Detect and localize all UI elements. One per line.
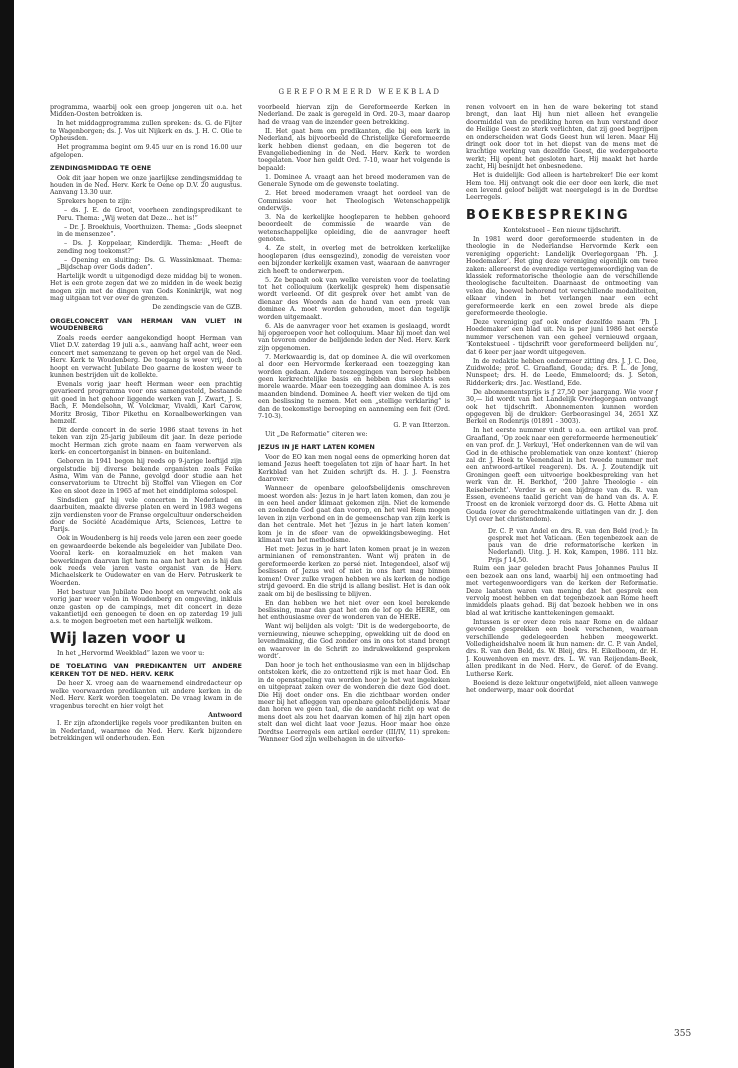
paragraph: renen volvoert en in hen de ware bekering tot stand brengt, dan laat Hij hun niet alleen het evangelie doormiddel van de prediking horen en hun verstand door de Heilige Geest zo sterk verlichten, dat zij goed begrijpen en onderscheiden wat Gods Geest hun wil leren. Maar Hij dringt ook door tot in het diepst van de mens met de krachtige werking van dezelfde Geest, die wedergeboorte werkt; Hij opent het gesloten hart, Hij maakt het harde zacht, Hij besnijdt het onbesnedene. [466, 104, 658, 171]
column-3 [466, 104, 658, 1024]
paragraph: 6. Als de aanvrager voor het examen is geslaagd, wordt hij opgeroepen voor het colloquium. Maar hij moet dan wel van tevoren onder de belijdende leden der Ned. Herv. Kerk zijn opgenomen. [258, 322, 450, 352]
paragraph: 2. Het breed moderamen vraagt het oordeel van de Commissie voor het Theologisch Wetenschappelijk onderwijs. [258, 190, 450, 213]
paragraph: Ook in Woudenberg is hij reeds vele jaren een zeer goede en gewaardeerde bekende als begeleider van Jubilate Deo. Vooral kerk- en koraalmuziek en het maken van bewerkingen daarvan ligt hem na aan het hart en is hij dan ook reeds vele jaren vaste organist van de Herv. Michaelskerk te Oudewater en van de Herv. Petruskerk te Woerden. [50, 535, 242, 587]
paragraph: En dan hebben we het niet over een koel berekende beslissing, maar dan gaat het om de lof op de HERE, om het enthousiasme over de wonderen van de HERE. [258, 599, 450, 622]
running-head: GEREFORMEERD WEEKBLAD [278, 88, 442, 96]
paragraph: Evenals vorig jaar heeft Herman weer een prachtig gevarieerd programma voor ons samengesteld, bestaande uit goed in het gehoor liggende werken van J. Zwart, J. S. Bach, F. Mendelsohn, W. Volckmar, Vivaldi, Karl Carow, Moritz Brosig, Tibor Pikethu en Koraalbewerkingen van hemzelf. [50, 380, 242, 425]
paragraph: 5. Ze bepaalt ook van welke vereisten voor de toelating tot het colloquium (kerkelijk gesprek) hem dispensatie wordt verleend. Of dit gesprek over het ambt van de dienaar des Woords aan de hand van een preek van dominee A. moet worden gehouden, moet dan tegelijk worden uitgemaakt. [258, 276, 450, 321]
paragraph: Want wij belijden als volgt: ‘Dit is de wedergeboorte, de vernieuwing, nieuwe schepping, opwekking uit de dood en levendmaking, die God zonder ons in ons tot stand brengt en waarover in de Schrift zo indrukwekkend gesproken wordt’. [258, 623, 450, 660]
paragraph: Dan hoor je toch het enthousiasme van een in blijdschap ontstoken kerk, die zo ontzettend rijk is met haar God. En in de openstapeling van worden hoor je het wat ingekeken en uitgepraat zaken over de wonderen die deze God doet. Die Hij doet onder ons. En die zichtbaar worden onder meer bij het afleggen van openbare geloofsbelijdenis. Maar dan horen we geen taal, die de aandacht richt op wat de mens doet als zou het daarvan komen of hij zijn hart open stelt dan wel dicht laat voor Jezus. Hoor maar hoe onze Dordtse Leerregels een artikel eerder (III/IV, 11) spreken: ‘Wanneer God zijn welbehagen in de uitverko- [258, 661, 450, 743]
paragraph: Het bestuur van Jubilate Deo hoopt en verwacht ook als vorig jaar weer velen in Woudenberg en omgeving, inkluis onze gasten op de campings, met dit concert in deze vakantietijd een genoegen te doen en op zaterdag 19 juli a.s. te mogen begroeten met een hartelijk welkom. [50, 588, 242, 626]
paragraph: Sindsdien gaf hij vele concerten in Nederland en daarbuiten, maakte diverse platen en werd in 1983 wegens zijn verdiensten voor de Franse orgelcultuur onderscheiden door de Société Académique Arts, Sciences, Lettre te Parijs. [50, 496, 242, 534]
paragraph: II. Het gaat hem om predikanten, die bij een kerk in Nederland, als bijvoorbeeld de Christelijke Gereformeerde kerk hebben dienst gedaan, en die begeren tot de Evangeliebediening in de Ned. Herv. Kerk te worden toegelaten. Voor hen geldt Ord. 7-10, waar het volgende is bepaald: [258, 127, 450, 172]
answer-label: Antwoord [208, 711, 242, 719]
rubric-title: Wij lazen voor u [50, 628, 186, 647]
column-1 [50, 104, 242, 1024]
paragraph: Wanneer de openbare geloofsbelijdenis omschreven moest worden als: Jezus in je hart laten komen, dan zou je in een heel ander klimaat gekomen zijn. Niet de komende en zoekende God gaat dan voorop, en het wel Hem mogen leven in zijn verbond en in de gemeenschap van zijn kerk is dan het centrale. Met het ‘Jezus in je hart laten komen’ kom je in de sfeer van de opwekkingsbeweging. Het klimaat van het methodisme. [258, 485, 450, 545]
paragraph: programma, waarbij ook een groep jongeren uit o.a. het Midden-Oosten betrokken is. [50, 104, 242, 119]
paragraph: Hartelijk wordt u uitgenodigd deze middag bij te wonen. Het is een grote zegen dat we zo midden in de week bezig mogen zijn met de dingen van Gods Koninkrijk, wat nog mag uitgaan tot ver over de grenzen. [50, 273, 242, 303]
paragraph: 7. Merkwaardig is, dat op dominee A. die wil overkomen al door een Hervormde kerkeraad een toezegging kan worden gedaan. Andere toezeggingen van beroep hebben geen kerkrechtelijke basis en hebben dus slechts een morele waarde. Maar een toezegging aan dominee A. is zes maanden bindend. Dominee A. heeft vier weken de tijd om een beslissing te nemen. Met een „stellige verklaring” is dan de toekomstige beroeping en aanneming een feit (Ord. 7-10-3). [258, 353, 450, 420]
book-subheading: Kontekstueel – Een nieuw tijdschrift. [503, 226, 621, 234]
list-item: – Opening en sluiting: Ds. G. Wassinkmaat. Thema: „Bijdschap over Gods daden”. [57, 256, 242, 272]
paragraph: In het eerste nummer vindt u o.a. een artikel van prof. Graafland, ‘Op zoek naar een gereformeerde hermeneutiek’ en van prof. dr. J. Verkuyl, ‘Het onderkennen van de wil van God in de ethische problematiek van onze kontext’ (hierop zal dr. J. Hoek te Veenendaal in het tweede nummer met een antwoord-artikel reageren). Ds. A. J. Zoutendijk uit Groningen geeft een uitvoerige boekbespreking van het werk van dr. H. Berkhof, ‘200 Jahre Theologie - ein Reisebericht’. Verder is er een bijdrage van ds. R. van Essen, eveneens taalid gericht van de hand van ds. A. F. Troost en de kroniek verzorgd door ds. G. Hette Abma uit Gouda (over de gerechtmakende uitlatingen van dr. J. den Uyl over het christendom). [466, 427, 658, 524]
section-heading: DE TOELATING VAN PREDIKANTEN UIT ANDERE KERKEN TOT DE NED. HERV. KERK [50, 662, 242, 678]
paragraph: Ruim een jaar geleden bracht Paus Johannes Paulus II een bezoek aan ons land, waarbij hij een ontmoeting had met vertegenwoordigers van de kerken der Reformatie. Deze laatsten waren van mening dat het gesprek een vervolg moest hebben en dat tegenbezoek aan Rome heeft inmiddels plaats gehad. Bij dat bezoek hebben we in ons blad al wat kritische kanttekeningen gemaakt. [466, 565, 658, 617]
column-2 [258, 104, 450, 1024]
list-item: – Ds. J. Koppelaar, Kinderdijk. Thema: „Heeft de zending nog toekomst?” [57, 240, 242, 255]
paragraph: Boeiend is deze lektuur ongetwijfeld, niet alleen vanwege het onderwerp, maar ook doordat [466, 679, 658, 694]
scan-edge [0, 0, 14, 1068]
book-reference: Dr. C. P. van Andel en drs. R. van den Beld (red.): In gesprek met het Vaticaan. (Een tegenbezoek aan de paus van de drie reformatorische kerken in Nederland). Uitg. J. H. Kok, Kampen, 1986. 111 blz. Prijs ƒ 14,50. [488, 527, 658, 564]
page-number: 355 [674, 1029, 692, 1039]
paragraph: Sprekers hopen te zijn: [57, 198, 132, 206]
paragraph: Het programma begint om 9.45 uur en is rond 16.00 uur afgelopen. [50, 144, 242, 159]
paragraph: Ook dit jaar hopen we onze jaarlijkse zendingsmiddag te houden in de Ned. Herv. Kerk te Oene op D.V. 20 augustus. Aanvang 13.30 uur. [50, 174, 242, 197]
paragraph: voorbeeld hiervan zijn de Gereformeerde Kerken in Nederland. De zaak is geregeld in Ord. 20-3, maar daarop had de vraag van de inzender geen betrekking. [258, 104, 450, 126]
paragraph: Het met: Jezus in je hart laten komen praat je in wezen arminianen of remonstranten. Want wij praten in de gereformeerde kerken zo persé niet. Integendeel, alsof wij beslissen of Jezus wel of niet in ons hart mag binnen komen! Over zulke vragen hebben we als kerken de nodige strijd gevoerd. En die strijd is allang beslist. Het is dan ook zaak om bij de beslissing te blijven. [258, 546, 450, 598]
paragraph: In de redaktie hebben ondermeer zitting drs. J. J. C. Dee, Zuidwolde; prof. C. Graafland, Gouda; drs. P. L. de Jong, Nunspeet; drs. H. de Leede, Emmeloord; ds. J. Seton, Ridderkerk; drs. Jac. Westland, Ede. [466, 357, 658, 387]
list-item: – Dr. J. Broekhuis, Voorthuizen. Thema: „Gods sleepnet in de mensenzee”. [57, 223, 242, 239]
paragraph: In het „Hervormd Weekblad” lazen we voor u: [57, 649, 205, 657]
signature: G. P. van Itterzon. [393, 422, 450, 429]
paragraph: I. Er zijn afzonderlijke regels voor predikanten buiten en in Nederland, waarmee de Ned. Herv. Kerk bijzondere betrekkingen wil onderhouden. Een [50, 720, 242, 742]
paragraph: Voor de EO kan men nogal eens de opmerking horen dat iemand Jezus heeft toegelaten tot zijn of haar hart. In het Kerkblad van het Zuiden schrijft ds. H. J. J. Feenstra daarover: [258, 454, 450, 484]
section-heading: JEZUS IN JE HART LATEN KOMEN [258, 443, 375, 452]
paragraph: Intussen is er over deze reis naar Rome en de aldaar gevoerde gesprekken een boek verschenen, waaraan verschillende gedelegeerden hebben meegewerkt. Volledigheidshalve noem ik hun namen: dr. C. P. van Andel, drs. R. van den Beld, ds. W. Bleij, drs. H. Eikelboom, dr. H. J. Kouwenhoven en mevr. drs. L. W. van Reijendam-Beek, allen predikant in de Ned. Herv., de Geref. of de Evang. Lutherse Kerk. [466, 618, 658, 678]
section-heading: ZENDINGSMIDDAG TE OENE [50, 164, 152, 173]
rubric-title: BOEKBESPREKING [466, 207, 630, 223]
paragraph: Dit derde concert in de serie 1986 staat tevens in het teken van zijn 25-jarig jubileum dit jaar. In deze periode mocht Herman zich grote naam en faam verwerven als kerk- en concertorganist in binnen- en buitenland. [50, 426, 242, 457]
paragraph: 1. Dominee A. vraagt aan het breed moderamen van de Generale Synode om de gewenste toelating. [258, 173, 450, 189]
paragraph: Deze vereniging gaf ook onder dezelfde naam ‘Ph J. Hoedemaker’ een blad uit. Nu is per juni 1986 het eerste nummer verschenen van een geheel vernieuwd orgaan, ‘Kontekstueel - tijdschrift voor gereformeerd belijden nu’, dat 6 keer per jaar wordt uitgegeven. [466, 318, 658, 356]
paragraph: In 1981 werd door gereformeerde studenten in de theologie in de Nederlandse Hervormde Kerk een vereniging opgericht: Landelijk Overlegorgaan ‘Ph. J. Hoedemaker’. Het ging deze vereniging eigenlijk om twee zaken: allereerst de evenredige vertegenwoordiging van de klassiek reformatorische theologie aan de verschillende theologische faculteiten. Daarnaast de ontmoeting van velen die, hoewel behorend tot verschillende modaliteiten, elkaar vinden in het verlangen naar een echt gereformeerde kerk en een zowel brede als diepe gereformeerde theologie. [466, 235, 658, 317]
signature: De zendingscie van de GZB. [152, 304, 242, 312]
paragraph: In het middagprogramma zullen spreken: ds. G. de Fijter te Wagenborgen; ds. J. Vos uit Nijkerk en ds. J. H. C. Olie te Opheusden. [50, 120, 242, 143]
paragraph: De abonnementsprijs is ƒ 27,50 per jaargang. Wie voor ƒ 30,— lid wordt van het Landelijk Overlegorgaan ontvangt ook het tijdschrift. Abonnementen kunnen worden opgegeven bij de drukker: Gerbeorasingel 34, 2651 XZ Berkel en Rodenrijs (01891 - 3003). [466, 388, 658, 426]
paragraph: Het is duidelijk: God alleen is hartebreker! Die eer komt Hem toe. Hij ontvangt ook die eer door een kerk, die met een levend geloof belijdt wat neergelegd is in de Dordtse Leerregels. [466, 172, 658, 202]
paragraph: Zoals reeds eerder aangekondigd hoopt Herman van Vliet D.V. zaterdag 19 juli a.s., aanvang half acht, weer een concert met samenzang te geven op het orgel van de Ned. Herv. Kerk te Woudenberg. De toegang is weer vrij, doch hoopt en verwacht Jubilate Deo gaarne de kosten weer te kunnen bestrijden uit de kollekte. [50, 334, 242, 379]
section-heading: ORGELCONCERT VAN HERMAN VAN VLIET IN WOUDENBERG [50, 316, 242, 333]
paragraph: 3. Na de kerkelijke hooglераren te hebben gehoord beoordeelt de commissie de waarde van de wetenschappelijke opleiding, die de aanvrager heeft genoten. [258, 214, 450, 244]
paragraph: Uit „De Reformatie” citeren we: [265, 431, 368, 438]
paragraph: Geboren in 1941 begon hij reeds op 9-jarige leeftijd zijn orgelstudie bij diverse bekende organisten zoals Feike Asma, Wim van de Panne, gevolgd door studie aan het conservatorium te Utrecht bij Stoffel van Vliegen en Cor Kee en sloot deze in 1965 af met het einddiploma solospel. [50, 458, 242, 495]
paragraph: 4. Ze stelt, in overleg met de betrokken kerkelijke hooglераren (dus eensgezind), zonodig de vereisten voor een bijzonder kerkelijk examen vast, waaraan de aanvrager zich heeft te onderwerpen. [258, 245, 450, 275]
paragraph: De heer X. vroeg aan de waarnemend eindredacteur op welke voorwaarden predikanten uit andere kerken in de Ned. Herv. Kerk worden toegelaten. De vraag kwam in de vragenbus terecht en hier volgt het [50, 680, 242, 710]
list-item: – ds. J. E. de Groot, voorheen zendingspredikant te Peru. Thema: „Wij weten dat Deze... het is!” [57, 207, 242, 222]
